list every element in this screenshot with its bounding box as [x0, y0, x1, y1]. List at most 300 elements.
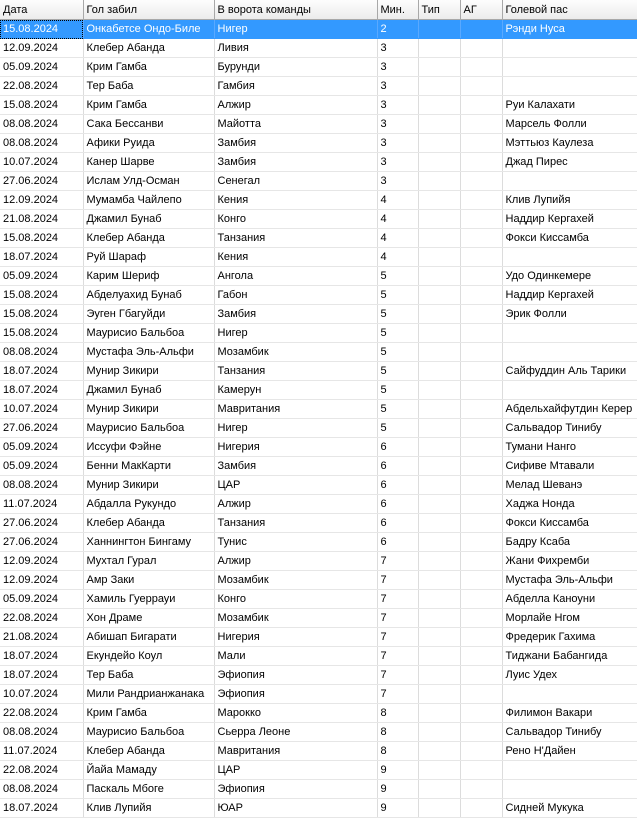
table-row[interactable]: [0, 457, 637, 476]
minute-cell: 8: [377, 742, 418, 761]
ag-cell: [460, 476, 502, 495]
scorer-cell: Хамиль Гуеррауи: [83, 590, 214, 609]
table-row[interactable]: [0, 381, 637, 400]
assist-cell: [502, 172, 637, 191]
minute-cell: 8: [377, 704, 418, 723]
type-cell: [418, 324, 460, 343]
type-cell: [418, 704, 460, 723]
table-row[interactable]: [0, 704, 637, 723]
ag-cell: [460, 571, 502, 590]
opponent-cell: Танзания: [214, 362, 377, 381]
type-cell: [418, 590, 460, 609]
date-cell: 05.09.2024: [0, 267, 83, 286]
opponent-cell: Бурунди: [214, 58, 377, 77]
assist-cell: Удо Одинкемере: [502, 267, 637, 286]
minute-cell: 5: [377, 419, 418, 438]
opponent-cell: Нигер: [214, 20, 377, 39]
opponent-cell: Мозамбик: [214, 343, 377, 362]
assist-cell: Рэнди Нуса: [502, 20, 637, 39]
minute-cell: 4: [377, 210, 418, 229]
ag-cell: [460, 381, 502, 400]
opponent-cell: Эфиопия: [214, 780, 377, 799]
scorer-cell: Джамил Бунаб: [83, 210, 214, 229]
table-row[interactable]: [0, 514, 637, 533]
table-row[interactable]: [0, 400, 637, 419]
type-cell: [418, 58, 460, 77]
ag-cell: [460, 628, 502, 647]
type-cell: [418, 552, 460, 571]
assist-cell: Жани Фихремби: [502, 552, 637, 571]
ag-cell: [460, 134, 502, 153]
assist-cell: Руи Калахати: [502, 96, 637, 115]
opponent-cell: Алжир: [214, 552, 377, 571]
opponent-cell: Мали: [214, 647, 377, 666]
type-cell: [418, 419, 460, 438]
scorer-cell: Маурисио Бальбоа: [83, 419, 214, 438]
type-cell: [418, 609, 460, 628]
scorer-cell: Амр Заки: [83, 571, 214, 590]
opponent-cell: Замбия: [214, 153, 377, 172]
type-cell: [418, 267, 460, 286]
ag-cell: [460, 590, 502, 609]
type-cell: [418, 400, 460, 419]
assist-cell: Филимон Вакари: [502, 704, 637, 723]
table-row[interactable]: [0, 419, 637, 438]
minute-cell: 9: [377, 780, 418, 799]
date-cell: 15.08.2024: [0, 305, 83, 324]
ag-cell: [460, 324, 502, 343]
date-cell: 15.08.2024: [0, 324, 83, 343]
table-row[interactable]: [0, 799, 637, 818]
minute-cell: 7: [377, 647, 418, 666]
scorer-cell: Мунир Зикири: [83, 362, 214, 381]
type-cell: [418, 457, 460, 476]
table-row[interactable]: [0, 761, 637, 780]
minute-cell: 3: [377, 115, 418, 134]
table-row[interactable]: [0, 20, 637, 39]
opponent-cell: Нигерия: [214, 438, 377, 457]
type-cell: [418, 685, 460, 704]
date-cell: 08.08.2024: [0, 134, 83, 153]
ag-cell: [460, 533, 502, 552]
opponent-cell: Ливия: [214, 39, 377, 58]
table-row[interactable]: [0, 343, 637, 362]
minute-cell: 7: [377, 666, 418, 685]
grid-body: [0, 20, 637, 818]
scorer-cell: Клебер Абанда: [83, 39, 214, 58]
table-row[interactable]: [0, 780, 637, 799]
type-cell: [418, 172, 460, 191]
ag-cell: [460, 77, 502, 96]
minute-cell: 4: [377, 229, 418, 248]
table-row[interactable]: [0, 476, 637, 495]
opponent-cell: Нигер: [214, 419, 377, 438]
minute-cell: 6: [377, 476, 418, 495]
opponent-cell: Тунис: [214, 533, 377, 552]
scorer-cell: Мустафа Эль-Альфи: [83, 343, 214, 362]
minute-cell: 8: [377, 723, 418, 742]
scorer-cell: Крим Гамба: [83, 58, 214, 77]
type-cell: [418, 799, 460, 818]
scorer-cell: Крим Гамба: [83, 704, 214, 723]
table-row[interactable]: [0, 647, 637, 666]
scorer-cell: Екундейо Коул: [83, 647, 214, 666]
table-row[interactable]: [0, 666, 637, 685]
table-row[interactable]: [0, 438, 637, 457]
ag-cell: [460, 457, 502, 476]
scorer-cell: Клебер Абанда: [83, 514, 214, 533]
minute-cell: 4: [377, 248, 418, 267]
opponent-cell: Эфиопия: [214, 666, 377, 685]
assist-cell: Сайфуддин Аль Тарики: [502, 362, 637, 381]
minute-cell: 7: [377, 609, 418, 628]
minute-cell: 7: [377, 628, 418, 647]
table-row[interactable]: [0, 210, 637, 229]
scorer-cell: Онкабетсе Ондо-Биле: [83, 20, 214, 39]
opponent-cell: Кения: [214, 248, 377, 267]
date-cell: 15.08.2024: [0, 229, 83, 248]
scorer-cell: Руй Шараф: [83, 248, 214, 267]
type-cell: [418, 495, 460, 514]
date-cell: 18.07.2024: [0, 381, 83, 400]
scorer-cell: Мунир Зикири: [83, 400, 214, 419]
scorer-cell: Паскаль Мбоге: [83, 780, 214, 799]
column-header-date[interactable]: Дата: [0, 0, 83, 20]
date-cell: 22.08.2024: [0, 77, 83, 96]
scorer-cell: Мунир Зикири: [83, 476, 214, 495]
date-cell: 18.07.2024: [0, 362, 83, 381]
opponent-cell: Кения: [214, 191, 377, 210]
type-cell: [418, 77, 460, 96]
type-cell: [418, 723, 460, 742]
assist-cell: [502, 761, 637, 780]
table-row[interactable]: [0, 305, 637, 324]
minute-cell: 9: [377, 761, 418, 780]
column-header-minute[interactable]: Мин.: [377, 0, 418, 20]
ag-cell: [460, 647, 502, 666]
opponent-cell: Мозамбик: [214, 571, 377, 590]
type-cell: [418, 191, 460, 210]
opponent-cell: ЮАР: [214, 799, 377, 818]
assist-cell: Мустафа Эль-Альфи: [502, 571, 637, 590]
scorer-cell: Джамил Бунаб: [83, 381, 214, 400]
table-row[interactable]: [0, 286, 637, 305]
minute-cell: 3: [377, 77, 418, 96]
ag-cell: [460, 286, 502, 305]
table-row[interactable]: [0, 172, 637, 191]
table-row[interactable]: [0, 571, 637, 590]
opponent-cell: Танзания: [214, 229, 377, 248]
minute-cell: 3: [377, 58, 418, 77]
minute-cell: 4: [377, 191, 418, 210]
type-cell: [418, 229, 460, 248]
date-cell: 10.07.2024: [0, 685, 83, 704]
minute-cell: 3: [377, 134, 418, 153]
ag-cell: [460, 704, 502, 723]
date-cell: 12.09.2024: [0, 191, 83, 210]
date-cell: 22.08.2024: [0, 761, 83, 780]
date-cell: 18.07.2024: [0, 666, 83, 685]
type-cell: [418, 210, 460, 229]
scorer-cell: Маурисио Бальбоа: [83, 324, 214, 343]
type-cell: [418, 571, 460, 590]
assist-cell: Бадру Ксаба: [502, 533, 637, 552]
date-cell: 18.07.2024: [0, 647, 83, 666]
assist-cell: [502, 58, 637, 77]
date-cell: 10.07.2024: [0, 400, 83, 419]
ag-cell: [460, 723, 502, 742]
type-cell: [418, 39, 460, 58]
type-cell: [418, 248, 460, 267]
date-cell: 22.08.2024: [0, 609, 83, 628]
column-header-opponent[interactable]: В ворота команды: [214, 0, 377, 20]
opponent-cell: ЦАР: [214, 476, 377, 495]
date-cell: 05.09.2024: [0, 457, 83, 476]
ag-cell: [460, 20, 502, 39]
ag-cell: [460, 58, 502, 77]
type-cell: [418, 96, 460, 115]
date-cell: 12.09.2024: [0, 39, 83, 58]
minute-cell: 2: [377, 20, 418, 39]
minute-cell: 6: [377, 457, 418, 476]
minute-cell: 3: [377, 96, 418, 115]
table-row[interactable]: [0, 77, 637, 96]
date-cell: 08.08.2024: [0, 115, 83, 134]
minute-cell: 5: [377, 267, 418, 286]
type-cell: [418, 514, 460, 533]
type-cell: [418, 362, 460, 381]
assist-cell: Абделла Каноуни: [502, 590, 637, 609]
date-cell: 08.08.2024: [0, 476, 83, 495]
assist-cell: Тиджани Бабангида: [502, 647, 637, 666]
grid-header: [0, 0, 637, 20]
table-row[interactable]: [0, 362, 637, 381]
date-cell: 15.08.2024: [0, 20, 83, 39]
date-cell: 08.08.2024: [0, 780, 83, 799]
type-cell: [418, 153, 460, 172]
assist-cell: Клив Лупийя: [502, 191, 637, 210]
column-header-scorer[interactable]: Гол забил: [83, 0, 214, 20]
opponent-cell: Сьерра Леоне: [214, 723, 377, 742]
minute-cell: 6: [377, 495, 418, 514]
table-row[interactable]: [0, 742, 637, 761]
scorer-cell: Мили Рандрианжанака: [83, 685, 214, 704]
scorer-cell: Хон Драме: [83, 609, 214, 628]
type-cell: [418, 305, 460, 324]
minute-cell: 6: [377, 533, 418, 552]
table-row[interactable]: [0, 685, 637, 704]
opponent-cell: Габон: [214, 286, 377, 305]
minute-cell: 6: [377, 438, 418, 457]
type-cell: [418, 742, 460, 761]
scorer-cell: Абишап Бигарати: [83, 628, 214, 647]
table-row[interactable]: [0, 552, 637, 571]
date-cell: 21.08.2024: [0, 628, 83, 647]
table-row[interactable]: [0, 115, 637, 134]
table-row[interactable]: [0, 39, 637, 58]
ag-cell: [460, 229, 502, 248]
table-row[interactable]: [0, 533, 637, 552]
ag-cell: [460, 362, 502, 381]
ag-cell: [460, 685, 502, 704]
minute-cell: 6: [377, 514, 418, 533]
type-cell: [418, 761, 460, 780]
opponent-cell: Замбия: [214, 134, 377, 153]
date-cell: 21.08.2024: [0, 210, 83, 229]
scorer-cell: Ханнингтон Бингаму: [83, 533, 214, 552]
scorer-cell: Йайа Мамаду: [83, 761, 214, 780]
scorer-cell: Тер Баба: [83, 666, 214, 685]
date-cell: 08.08.2024: [0, 343, 83, 362]
opponent-cell: Гамбия: [214, 77, 377, 96]
type-cell: [418, 438, 460, 457]
minute-cell: 5: [377, 286, 418, 305]
scorer-cell: Бенни МакКарти: [83, 457, 214, 476]
assist-cell: Марсель Фолли: [502, 115, 637, 134]
date-cell: 12.09.2024: [0, 571, 83, 590]
ag-cell: [460, 400, 502, 419]
assist-cell: Сальвадор Тинибу: [502, 723, 637, 742]
assist-cell: Фредерик Гахима: [502, 628, 637, 647]
type-cell: [418, 115, 460, 134]
ag-cell: [460, 96, 502, 115]
scorer-cell: Абделуахид Бунаб: [83, 286, 214, 305]
opponent-cell: Мавритания: [214, 742, 377, 761]
assist-cell: Наддир Кергахей: [502, 210, 637, 229]
ag-cell: [460, 552, 502, 571]
type-cell: [418, 343, 460, 362]
scorer-cell: Канер Шарве: [83, 153, 214, 172]
table-row[interactable]: [0, 628, 637, 647]
type-cell: [418, 286, 460, 305]
ag-cell: [460, 267, 502, 286]
ag-cell: [460, 172, 502, 191]
assist-cell: Морлайе Нгом: [502, 609, 637, 628]
ag-cell: [460, 39, 502, 58]
opponent-cell: Замбия: [214, 305, 377, 324]
scorer-cell: Сака Бессанви: [83, 115, 214, 134]
table-row[interactable]: [0, 324, 637, 343]
scorer-cell: Абдалла Рукундо: [83, 495, 214, 514]
opponent-cell: Танзания: [214, 514, 377, 533]
ag-cell: [460, 495, 502, 514]
assist-cell: [502, 343, 637, 362]
opponent-cell: Майотта: [214, 115, 377, 134]
table-row[interactable]: [0, 191, 637, 210]
ag-cell: [460, 742, 502, 761]
assist-cell: [502, 324, 637, 343]
assist-cell: [502, 381, 637, 400]
column-header-type[interactable]: Тип: [418, 0, 460, 20]
minute-cell: 7: [377, 552, 418, 571]
minute-cell: 5: [377, 305, 418, 324]
table-row[interactable]: [0, 723, 637, 742]
ag-cell: [460, 191, 502, 210]
ag-cell: [460, 799, 502, 818]
minute-cell: 5: [377, 381, 418, 400]
date-cell: 05.09.2024: [0, 58, 83, 77]
opponent-cell: Мавритания: [214, 400, 377, 419]
date-cell: 18.07.2024: [0, 799, 83, 818]
opponent-cell: Нигер: [214, 324, 377, 343]
minute-cell: 3: [377, 153, 418, 172]
column-header-ag[interactable]: АГ: [460, 0, 502, 20]
ag-cell: [460, 609, 502, 628]
opponent-cell: Замбия: [214, 457, 377, 476]
scorer-cell: Афики Руида: [83, 134, 214, 153]
ag-cell: [460, 666, 502, 685]
minute-cell: 3: [377, 39, 418, 58]
table-row[interactable]: [0, 96, 637, 115]
assist-cell: Хаджа Нонда: [502, 495, 637, 514]
date-cell: 27.06.2024: [0, 172, 83, 191]
scorer-cell: Ислам Улд-Осман: [83, 172, 214, 191]
assist-cell: Рено Н'Дайен: [502, 742, 637, 761]
scorer-cell: Мумамба Чайлепо: [83, 191, 214, 210]
column-header-assist[interactable]: Голевой пас: [502, 0, 637, 20]
opponent-cell: Конго: [214, 590, 377, 609]
assist-cell: [502, 685, 637, 704]
ag-cell: [460, 210, 502, 229]
date-cell: 22.08.2024: [0, 704, 83, 723]
table-row[interactable]: [0, 58, 637, 77]
minute-cell: 9: [377, 799, 418, 818]
opponent-cell: Алжир: [214, 96, 377, 115]
assist-cell: Абдельхайфутдин Керер: [502, 400, 637, 419]
scorer-cell: Мухтал Гурал: [83, 552, 214, 571]
minute-cell: 5: [377, 343, 418, 362]
table-row[interactable]: [0, 495, 637, 514]
assist-cell: Мэттьюз Каулеза: [502, 134, 637, 153]
date-cell: 27.06.2024: [0, 419, 83, 438]
opponent-cell: Алжир: [214, 495, 377, 514]
table-row[interactable]: [0, 609, 637, 628]
scorer-cell: Карим Шериф: [83, 267, 214, 286]
opponent-cell: Сенегал: [214, 172, 377, 191]
assist-cell: Фокси Киссамба: [502, 229, 637, 248]
table-row[interactable]: [0, 267, 637, 286]
ag-cell: [460, 248, 502, 267]
type-cell: [418, 381, 460, 400]
minute-cell: 7: [377, 571, 418, 590]
type-cell: [418, 476, 460, 495]
assist-cell: [502, 780, 637, 799]
date-cell: 08.08.2024: [0, 723, 83, 742]
date-cell: 05.09.2024: [0, 590, 83, 609]
date-cell: 18.07.2024: [0, 248, 83, 267]
minute-cell: 7: [377, 590, 418, 609]
opponent-cell: Ангола: [214, 267, 377, 286]
opponent-cell: ЦАР: [214, 761, 377, 780]
table-row[interactable]: [0, 134, 637, 153]
table-row[interactable]: [0, 229, 637, 248]
opponent-cell: Конго: [214, 210, 377, 229]
opponent-cell: Нигерия: [214, 628, 377, 647]
opponent-cell: Мозамбик: [214, 609, 377, 628]
type-cell: [418, 20, 460, 39]
table-row[interactable]: [0, 248, 637, 267]
ag-cell: [460, 343, 502, 362]
minute-cell: 5: [377, 324, 418, 343]
date-cell: 11.07.2024: [0, 495, 83, 514]
scorer-cell: Клебер Абанда: [83, 742, 214, 761]
table-row[interactable]: [0, 153, 637, 172]
table-row[interactable]: [0, 590, 637, 609]
type-cell: [418, 628, 460, 647]
type-cell: [418, 533, 460, 552]
assist-cell: Сальвадор Тинибу: [502, 419, 637, 438]
scorer-cell: Крим Гамба: [83, 96, 214, 115]
